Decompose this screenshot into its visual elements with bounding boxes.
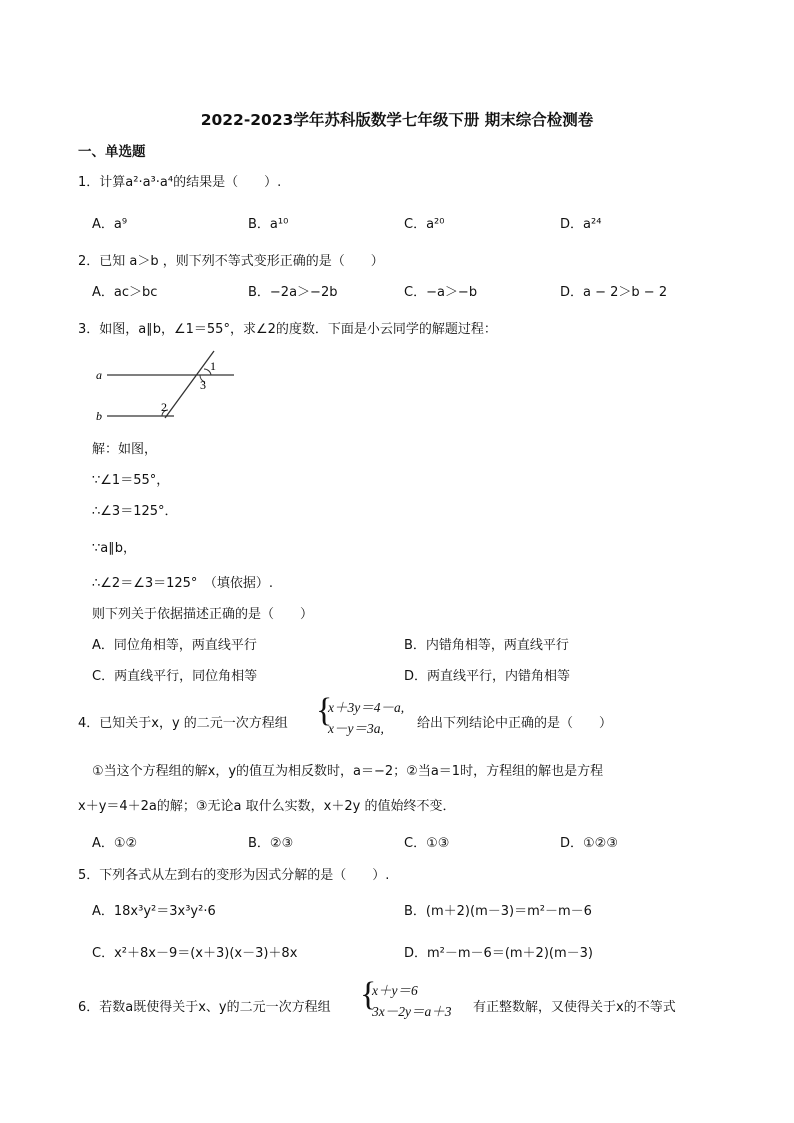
q1-option-b: B．a¹⁰ [248,217,289,232]
q5-option-c: C．x²＋8x－9＝(x＋3)(x－3)＋8x [92,946,298,961]
q4-eq1: x＋3y＝4－a, [328,700,405,715]
section-heading: 一、单选题 [78,144,146,160]
q3-solution-5: ∴∠2＝∠3＝125° （填依据）. [92,576,274,591]
q4-equation-system [328,697,404,739]
q2-option-b: B．−2a＞−2b [248,285,338,300]
q3-ask: 则下列关于依据描述正确的是（ ） [92,607,314,622]
q6-eq1: x＋y＝6 [372,983,418,998]
q3-solution-2: ∵∠1＝55°， [92,473,170,488]
q4-option-b: B．②③ [248,836,294,851]
page-title: 2022-2023学年苏科版数学七年级下册 期末综合检测卷 [200,111,594,129]
q1-option-c: C．a²⁰ [404,217,445,232]
q3-stem: 3．如图，a∥b，∠1＝55°，求∠2的度数．下面是小云同学的解题过程： [78,322,497,337]
q4-conclusion-line2: x＋y＝4＋2a的解；③无论a 取什么实数，x＋2y 的值始终不变． [78,799,456,814]
q3-option-a: A．同位角相等，两直线平行 [92,638,257,653]
q6-stem-post: 有正整数解，又使得关于x的不等式 [473,1000,676,1015]
q5-option-b: B．(m＋2)(m－3)＝m²－m－6 [404,904,592,919]
q6-eq2: 3x－2y＝a＋3 [372,1004,452,1019]
q3-option-b: B．内错角相等，两直线平行 [404,638,569,653]
q6-stem-pre: 6．若数a既使得关于x、y的二元一次方程组 [78,1000,331,1015]
q4-option-c: C．①③ [404,836,450,851]
q2-option-d: D．a − 2＞b − 2 [560,285,668,300]
q4-system-brace: { [316,692,333,729]
q4-option-a: A．①② [92,836,138,851]
q3-option-c: C．两直线平行，同位角相等 [92,669,258,684]
q5-option-d: D．m²－m－6＝(m＋2)(m－3) [404,946,593,961]
q6-system-brace: { [360,976,377,1013]
q2-stem: 2．已知 a＞b ，则下列不等式变形正确的是（ ） [78,254,384,269]
q1-stem: 1．计算a²·a³·a⁴的结果是（ ）. [78,175,282,190]
q4-stem-post: 给出下列结论中正确的是（ ） [417,716,613,731]
label-b: b [96,409,102,423]
q4-option-d: D．①②③ [560,836,618,851]
q4-eq2: x－y＝3a, [328,721,384,736]
q1-option-a: A．a⁹ [92,217,128,232]
q5-option-a: A．18x³y²＝3x³y²·6 [92,904,216,919]
transversal-line [165,351,214,418]
q5-stem: 5．下列各式从左到右的变形为因式分解的是（ ）. [78,868,390,883]
label-1: 1 [210,359,216,373]
q4-conclusion-line1: ①当这个方程组的解x，y的值互为相反数时，a＝−2；②当a＝1时，方程组的解也是方程 [92,764,604,779]
q2-option-a: A．ac＞bc [92,285,158,300]
q3-option-d: D．两直线平行，内错角相等 [404,669,571,684]
q4-stem-pre: 4．已知关于x，y 的二元一次方程组 [78,716,288,731]
label-3: 3 [200,378,206,392]
label-a: a [96,368,102,382]
q1-option-d: D．a²⁴ [560,217,602,232]
q3-solution-1: 解：如图， [92,442,158,457]
q6-equation-system [372,980,451,1022]
q2-option-c: C．−a＞−b [404,285,478,300]
label-2: 2 [161,400,167,414]
parallel-lines-figure [92,345,242,425]
q3-solution-4: ∵a∥b， [92,541,136,556]
q3-solution-3: ∴∠3＝125°． [92,504,178,519]
